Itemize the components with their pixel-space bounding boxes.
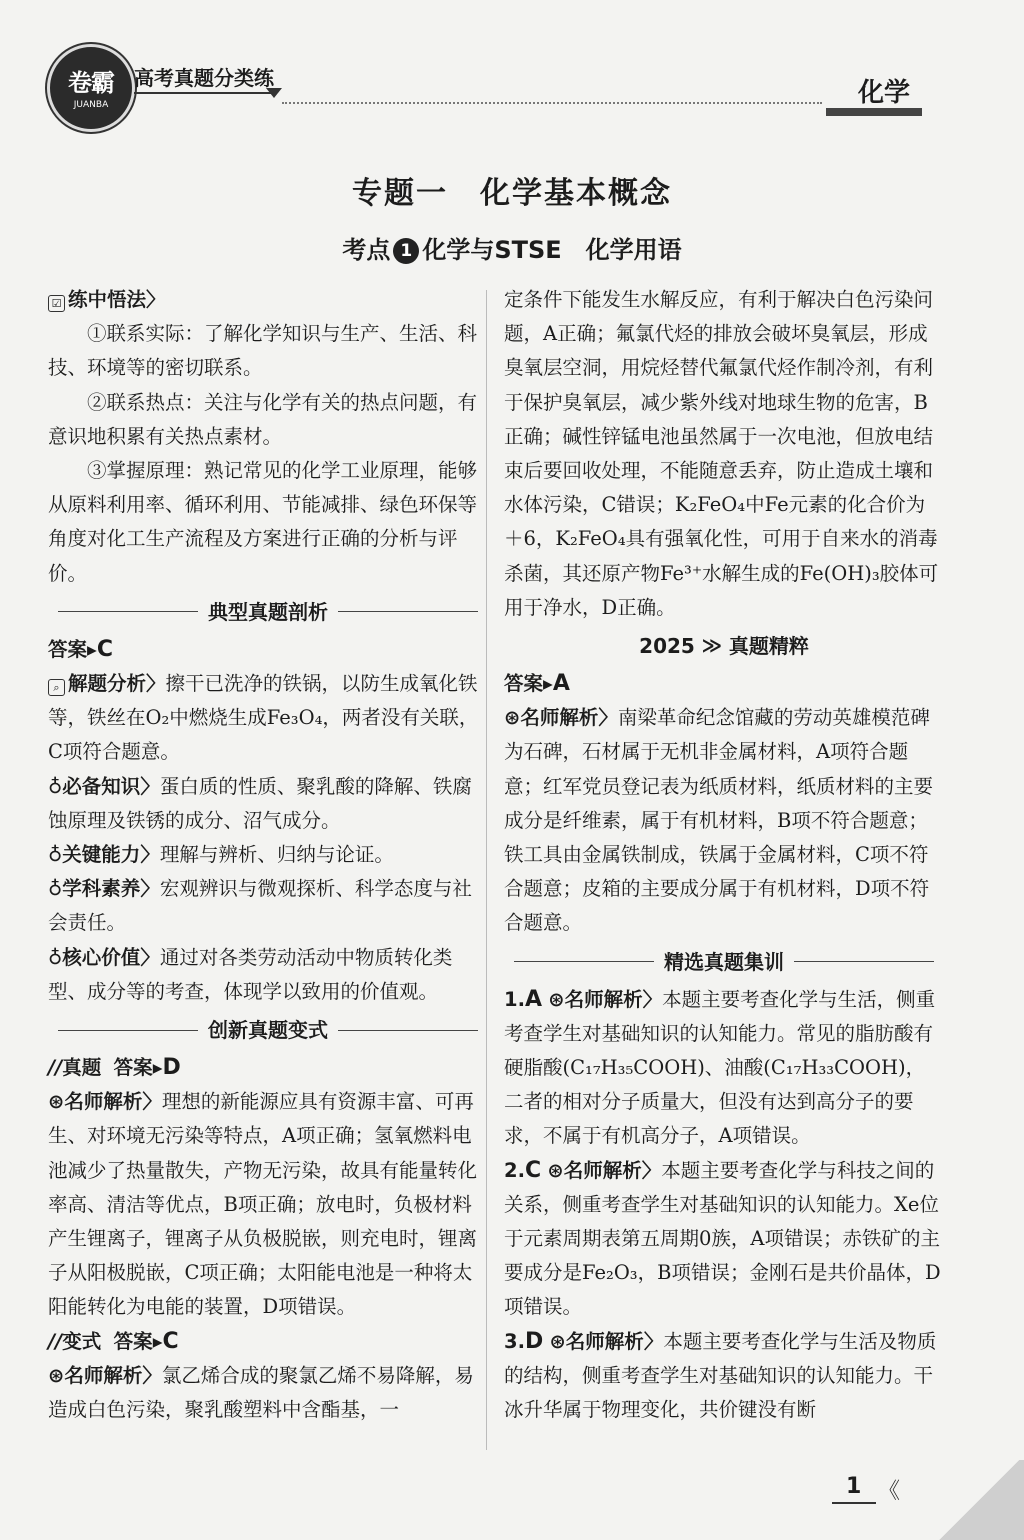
practice-item-2: ②联系热点：关注与化学有关的热点问题，有意识地积累有关热点素材。 xyxy=(48,390,478,448)
banner-line-right xyxy=(338,611,478,612)
item-answer: A xyxy=(524,986,543,1012)
practice-label: 练中悟法 xyxy=(68,288,147,311)
lightbulb-icon: ♁ xyxy=(48,843,63,867)
teacher-icon: ⊛ xyxy=(549,1329,566,1353)
chevron-right-icon: 〉 xyxy=(146,288,166,311)
training-item xyxy=(504,1154,944,1325)
real-answer: D xyxy=(162,1055,181,1081)
literacy-text: 宏观辨识与微观探析、科学态度与社会责任。 xyxy=(48,877,472,935)
checklist-icon: ☑ xyxy=(48,295,65,312)
training-item xyxy=(504,1325,944,1428)
literacy-label: 学科素养 xyxy=(62,877,141,901)
year-answer-row xyxy=(504,667,944,701)
right-column xyxy=(504,283,944,1427)
value-label: 核心价值 xyxy=(62,945,141,969)
banner-line-left xyxy=(58,1030,198,1031)
teacher-icon: ⊛ xyxy=(48,1090,65,1114)
topic-title: 专题一 化学基本概念 xyxy=(352,176,672,211)
logo-main-text: 卷霸 xyxy=(68,69,114,97)
answer-label: 答案 xyxy=(504,672,544,696)
chevron-right-icon: 〉 xyxy=(146,672,166,696)
real-analysis-paragraph xyxy=(48,1085,488,1324)
lightbulb-icon: ♁ xyxy=(48,945,63,969)
page-number: 1 xyxy=(846,1474,862,1499)
point-name: 化学与STSE 化学用语 xyxy=(422,236,682,264)
point-number-badge: 1 xyxy=(393,238,419,264)
variant-answer: C xyxy=(162,1328,179,1354)
training-banner-text: 精选真题集训 xyxy=(664,949,784,974)
chevron-right-icon: 〉 xyxy=(140,774,160,798)
training-banner xyxy=(504,945,944,979)
logo-sub-text: JUANBA xyxy=(73,100,109,110)
typical-answer-row xyxy=(48,633,488,667)
variant-label: 变式 xyxy=(62,1329,102,1353)
double-chevron-icon: ≫ xyxy=(694,633,729,657)
banner-line-right xyxy=(794,961,934,962)
teacher-label: 名师解析 xyxy=(64,1363,143,1387)
teacher-icon: ⊛ xyxy=(48,1363,65,1387)
magnifier-icon: ⌕ xyxy=(48,679,65,696)
knowledge-text: 蛋白质的性质、聚乳酸的降解、铁腐蚀原理及铁锈的成分、沼气成分。 xyxy=(48,774,472,832)
series-title: 高考真题分类练 xyxy=(134,66,274,90)
header-rule xyxy=(134,92,274,94)
item-answer: D xyxy=(524,1328,544,1354)
ability-label: 关键能力 xyxy=(62,843,141,867)
teacher-icon: ⊛ xyxy=(547,1158,564,1182)
knowledge-paragraph xyxy=(48,770,488,838)
chevron-right-icon: 〉 xyxy=(642,987,663,1011)
practice-heading xyxy=(48,283,488,317)
teacher-label: 名师解析 xyxy=(64,1090,143,1114)
banner-line-right xyxy=(338,1030,478,1031)
triangle-right-icon: ▸ xyxy=(152,1056,163,1080)
teacher-icon: ⊛ xyxy=(548,987,565,1011)
answer-label: 答案 xyxy=(48,637,88,661)
item-text: 本题主要考查化学与生活及物质的结构，侧重考查学生对基础知识的认知能力。干冰升华属于物理变化，共价键没有断 xyxy=(504,1329,937,1422)
point-title xyxy=(0,230,1024,265)
innovation-banner-text: 创新真题变式 xyxy=(208,1017,328,1042)
item-answer: C xyxy=(524,1157,542,1183)
item-number: 3. xyxy=(504,1329,525,1353)
teacher-label: 名师解析 xyxy=(565,1329,644,1353)
chevron-right-icon: 〉 xyxy=(641,1158,662,1182)
ability-text: 理解与辨析、归纳与论证。 xyxy=(159,843,394,867)
left-column xyxy=(48,283,488,1427)
year-analysis-paragraph xyxy=(504,701,944,940)
innovation-banner xyxy=(48,1013,488,1047)
value-text: 通过对各类劳动活动中物质转化类型、成分等的考查，体现学以致用的价值观。 xyxy=(48,945,453,1003)
chevron-right-icon: 〉 xyxy=(598,706,618,730)
variant-analysis-text: 氯乙烯合成的聚氯乙烯不易降解，易造成白色污染，聚乳酸塑料中含酯基，一 xyxy=(48,1363,474,1422)
page-corner-decoration xyxy=(934,1460,1024,1540)
training-item xyxy=(504,983,944,1154)
variant-answer-row xyxy=(48,1325,488,1359)
continued-text: 定条件下能发生水解反应，有利于解决白色污染问题，A正确；氟氯代烃的排放会破坏臭氧层，形成臭氧层空洞，用烷烃替代氟氯代烃作制冷剂，有利于保护臭氧层，减少紫外线对地球生物的危害，B正确；碱性锌锰电池虽然属于一次电池，但放电结束后要回收处理，不能随意丢弃，防止造成土壤和水体污染，C错误；K₂FeO₄中Fe元素的化合价为＋6，K₂FeO₄具有强氧化性，可用于自来水的消毒杀菌，其还原产物Fe³⁺水解生成的Fe(OH)₃胶体可用于净水，D正确。 xyxy=(504,288,939,619)
year-analysis-text: 南梁革命纪念馆藏的劳动英雄模范碑为石碑，石材属于无机非金属材料，A项符合题意；红军党员登记表为纸质材料，纸质材料的主要成分是纤维素，属于有机材料，B项不符合题意；铁工具由金属铁制成，铁属于金属材料，C项不符合题意；皮箱的主要成分属于有机材料，D项不符合题意。 xyxy=(504,706,934,935)
subject-label: 化学 xyxy=(858,78,911,108)
header-triangle-icon xyxy=(266,88,282,98)
triangle-right-icon: ▸ xyxy=(543,672,553,696)
chevron-right-icon: 〉 xyxy=(142,1363,162,1387)
chevron-right-icon: 〉 xyxy=(142,1090,162,1114)
chevron-right-icon: 〉 xyxy=(643,1329,664,1353)
typical-banner xyxy=(48,595,488,629)
analysis-text: 擦干已洗净的铁锅，以防生成氧化铁等，铁丝在O₂中燃烧生成Fe₃O₄，两者没有关联，C项符合题意。 xyxy=(48,672,479,764)
analysis-label: 解题分析 xyxy=(68,672,147,696)
item-number: 1. xyxy=(504,987,525,1011)
literacy-paragraph xyxy=(48,872,488,940)
knowledge-label: 必备知识 xyxy=(62,774,141,798)
value-paragraph xyxy=(48,941,488,1009)
teacher-icon: ⊛ xyxy=(504,706,521,730)
practice-item-1: ①联系实际：了解化学知识与生产、生活、科技、环境等的密切联系。 xyxy=(48,322,478,380)
subject-bar xyxy=(826,108,922,116)
triangle-right-icon: ▸ xyxy=(87,637,97,661)
chevron-right-icon: 〉 xyxy=(140,945,160,969)
real-label: 真题 xyxy=(62,1056,102,1080)
answer-label: 答案 xyxy=(113,1329,153,1353)
double-slash-icon: // xyxy=(48,1329,63,1353)
teacher-label: 名师解析 xyxy=(563,1158,642,1182)
teacher-label: 名师解析 xyxy=(564,987,643,1011)
item-text: 本题主要考查化学与科技之间的关系，侧重考查学生对基础知识的认知能力。Xe位于元素周期表第五周期0族，A项错误；赤铁矿的主要成分是Fe₂O₃，B项错误；金刚石是共价晶体，D项错误。 xyxy=(504,1158,941,1319)
page-number-rule xyxy=(832,1502,876,1504)
lightbulb-icon: ♁ xyxy=(48,774,63,798)
teacher-label: 名师解析 xyxy=(520,706,599,730)
year-banner xyxy=(504,629,944,663)
year-banner-text: 真题精粹 xyxy=(728,633,809,658)
answer-label: 答案 xyxy=(113,1056,153,1080)
variant-analysis-paragraph xyxy=(48,1359,488,1427)
year-answer: A xyxy=(552,671,570,697)
double-slash-icon: // xyxy=(48,1056,63,1080)
header-dotted-rule xyxy=(282,102,822,104)
real-answer-row xyxy=(48,1051,488,1085)
banner-line-left xyxy=(58,611,198,612)
logo xyxy=(47,44,135,132)
chevron-right-icon: 〉 xyxy=(140,877,160,901)
double-arrow-left-icon: 《 xyxy=(878,1479,901,1504)
item-text: 本题主要考查化学与生活，侧重考查学生对基础知识的认知能力。常见的脂肪酸有硬脂酸(C₁₇H₃₅COOH)、油酸(C₁₇H₃₃COOH)，二者的相对分子质量大，但没有达到高分子的要求，不属于有机高分子，A项错误。 xyxy=(504,987,936,1148)
point-prefix: 考点 xyxy=(342,236,391,264)
triangle-right-icon: ▸ xyxy=(152,1329,163,1353)
typical-answer: C xyxy=(96,636,113,662)
typical-banner-text: 典型真题剖析 xyxy=(208,599,328,624)
year-number: 2025 xyxy=(639,633,695,658)
practice-item-3: ③掌握原理：熟记常见的化学工业原理，能够从原料利用率、循环利用、节能减排、绿色环保等角度对化工生产流程及方案进行正确的分析与评价。 xyxy=(48,459,478,585)
real-analysis-text: 理想的新能源应具有资源丰富、可再生、对环境无污染等特点，A项正确；氢氧燃料电池减少了热量散失，产物无污染，故具有能量转化率高、清洁等优点，B项正确；放电时，负极材料产生锂离子，锂离子从负极脱嵌，则充电时，锂离子从阳极脱嵌，C项正确；太阳能电池是一种将太阳能转化为电能的装置，D项错误。 xyxy=(48,1090,478,1319)
chevron-right-icon: 〉 xyxy=(140,843,160,867)
banner-line-left xyxy=(514,961,654,962)
item-number: 2. xyxy=(504,1158,525,1182)
lightbulb-icon: ♁ xyxy=(48,877,63,901)
analysis-paragraph xyxy=(48,667,488,770)
ability-paragraph xyxy=(48,838,488,872)
